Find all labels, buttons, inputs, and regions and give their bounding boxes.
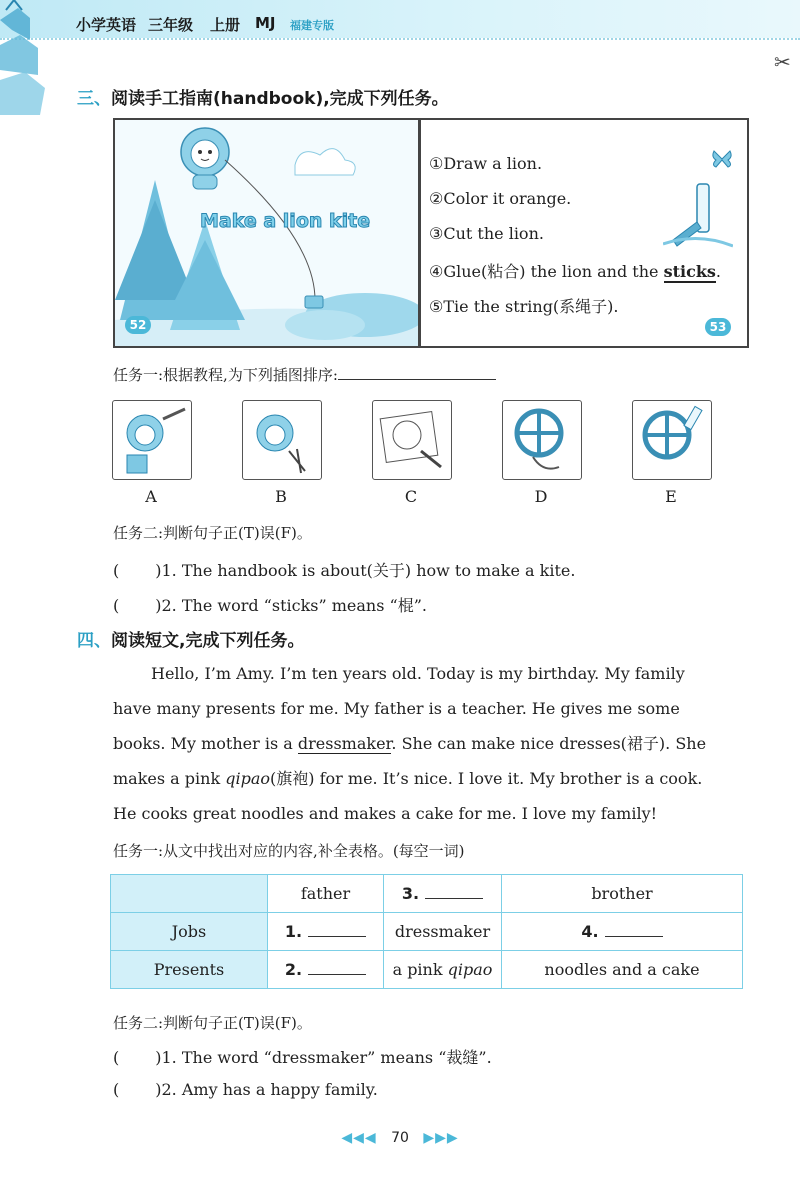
section-4-task-1: 任务一:从文中找出对应的内容,补全表格。(每空一词) <box>113 842 465 860</box>
info-table <box>110 874 743 989</box>
cutting-lion-icon <box>243 401 321 479</box>
gluing-lion-icon <box>113 401 191 479</box>
picture-label-e: E <box>665 487 677 506</box>
handbook-divider <box>418 120 421 346</box>
footer-left-arrows-icon: ◀◀◀ <box>341 1130 377 1146</box>
step-1-num: ① <box>429 154 444 173</box>
header-edition: 福建专版 <box>290 19 334 32</box>
table-row-label-jobs: Jobs <box>111 913 268 951</box>
step-4-keyword: sticks <box>663 262 716 281</box>
butterfly-icon <box>711 148 733 170</box>
table-cell-qipao: qipao <box>447 960 493 979</box>
kite-title: Make a lion kite <box>200 210 371 232</box>
section-3-title-text: 阅读手工指南(handbook),完成下列任务。 <box>111 89 449 109</box>
table-row-jobs <box>111 913 743 951</box>
picture-a <box>112 400 192 480</box>
blank-4-num: 4. <box>581 922 599 941</box>
section-3-question-2 <box>113 593 427 616</box>
table-header-blank-3[interactable] <box>384 875 502 913</box>
drawing-lion-icon <box>373 401 451 479</box>
picture-label-a: A <box>145 487 157 506</box>
blank-1-num: 1. <box>284 922 303 941</box>
q3-1-open-paren: ( <box>113 561 120 580</box>
picture-label-d: D <box>534 487 548 506</box>
blank-3-line <box>425 898 483 899</box>
step-4-post: . <box>715 262 722 281</box>
step-4-text: Glue(粘合) the lion and the <box>443 262 664 281</box>
passage-line-3-a: books. My mother is a <box>113 734 298 753</box>
step-5-num: ⑤ <box>429 297 444 316</box>
order-answer-line[interactable] <box>338 379 496 380</box>
step-3 <box>429 224 544 243</box>
q3-2-text: )2. The word “sticks” means “棍”. <box>155 596 427 615</box>
passage-line-3-b: . She can make nice dresses(裙子). She <box>391 734 707 753</box>
lion-kite-scene-icon <box>115 120 418 346</box>
page-footer <box>0 1130 800 1146</box>
page-number-left: 52 <box>125 316 151 334</box>
section-3-title <box>77 84 449 109</box>
table-header-father: father <box>268 875 384 913</box>
table-cell-blank-4[interactable] <box>502 913 743 951</box>
passage-line-2: have many presents for me. My father is a teacher. He gives me some <box>113 699 680 718</box>
picture-label-b: B <box>275 487 287 506</box>
blank-1-line <box>308 936 366 937</box>
q4-1-text: )1. The word “dressmaker” means “裁缝”. <box>155 1048 492 1067</box>
section-3-number: 三、 <box>77 89 111 109</box>
passage-line-4 <box>113 761 743 796</box>
step-2-text: Color it orange. <box>443 189 572 208</box>
picture-label-c: C <box>404 487 418 506</box>
passage-line-4-a: makes a pink <box>113 769 226 788</box>
section-4-title <box>77 626 304 651</box>
scissors-icon: ✂ <box>774 50 791 74</box>
section-4-task-2: 任务二:判断句子正(T)误(F)。 <box>113 1014 312 1032</box>
tying-string-icon <box>503 401 581 479</box>
table-corner-cell <box>111 875 268 913</box>
section-4-question-1 <box>113 1045 492 1068</box>
table-cell-pink-a: a pink <box>392 960 448 979</box>
q3-1-text: )1. The handbook is about(关于) how to make a kite. <box>155 561 576 580</box>
step-2-num: ② <box>429 189 444 208</box>
pagoda-decoration-icon <box>0 0 70 115</box>
header-subject: 小学英语 <box>76 16 137 34</box>
picture-d <box>502 400 582 480</box>
step-5-text: Tie the string(系绳子). <box>443 297 619 316</box>
section-3-task-2: 任务二:判断句子正(T)误(F)。 <box>113 524 312 542</box>
blank-2-line <box>308 974 366 975</box>
section-4-question-2 <box>113 1080 378 1099</box>
picture-c <box>372 400 452 480</box>
table-cell-blank-1[interactable] <box>268 913 384 951</box>
q4-2-open-paren: ( <box>113 1080 120 1099</box>
passage-line-5: He cooks great noodles and makes a cake for me. I love my family! <box>113 804 658 823</box>
table-cell-pink-qipao <box>384 951 502 989</box>
picture-e <box>632 400 712 480</box>
header-publisher: MJ <box>255 14 276 32</box>
section-3-question-1 <box>113 558 575 581</box>
passage-line-1: Hello, I’m Amy. I’m ten years old. Today is my birthday. My family <box>151 664 685 683</box>
picture-b <box>242 400 322 480</box>
table-cell-dressmaker: dressmaker <box>384 913 502 951</box>
passage-qipao: qipao <box>225 769 271 788</box>
table-cell-noodles: noodles and a cake <box>502 951 743 989</box>
step-4-num: ④ <box>429 262 444 281</box>
page-number-right: 53 <box>705 318 731 336</box>
step-1 <box>429 154 542 173</box>
q4-2-text: )2. Amy has a happy family. <box>155 1080 378 1099</box>
table-header-brother: brother <box>502 875 743 913</box>
page-number: 70 <box>391 1130 409 1146</box>
passage-keyword-dressmaker: dressmaker <box>297 734 392 753</box>
q4-1-open-paren: ( <box>113 1048 120 1067</box>
blank-2-num: 2. <box>284 960 303 979</box>
passage-line-3 <box>113 726 743 761</box>
table-cell-blank-2[interactable] <box>268 951 384 989</box>
gluing-sticks-icon <box>633 401 711 479</box>
handbook-left-page <box>115 120 418 346</box>
section-4-number: 四、 <box>77 631 111 651</box>
step-4 <box>429 259 721 282</box>
step-2 <box>429 189 571 208</box>
reading-passage <box>113 656 743 831</box>
table-row-header <box>111 875 743 913</box>
q3-2-open-paren: ( <box>113 596 120 615</box>
header-volume: 上册 <box>210 16 241 34</box>
section-3-task-1-text: 任务一:根据教程,为下列插图排序: <box>113 366 338 384</box>
step-1-text: Draw a lion. <box>443 154 543 173</box>
section-4-title-text: 阅读短文,完成下列任务。 <box>111 631 305 651</box>
blank-3-num: 3. <box>401 884 420 903</box>
table-row-presents <box>111 951 743 989</box>
section-3-task-1 <box>113 364 496 385</box>
passage-line-4-b: (旗袍) for me. It’s nice. I love it. My brother is a cook. <box>270 769 703 788</box>
step-3-text: Cut the lion. <box>443 224 544 243</box>
header-grade: 三年级 <box>148 16 194 34</box>
glue-bottle-icon <box>663 182 733 252</box>
handbook-illustration <box>113 118 749 348</box>
header-dotted-edge <box>0 38 800 50</box>
table-row-label-presents: Presents <box>111 951 268 989</box>
footer-right-arrows-icon: ▶▶▶ <box>423 1130 459 1146</box>
step-3-num: ③ <box>429 224 444 243</box>
blank-4-line <box>605 936 663 937</box>
step-5 <box>429 294 619 317</box>
